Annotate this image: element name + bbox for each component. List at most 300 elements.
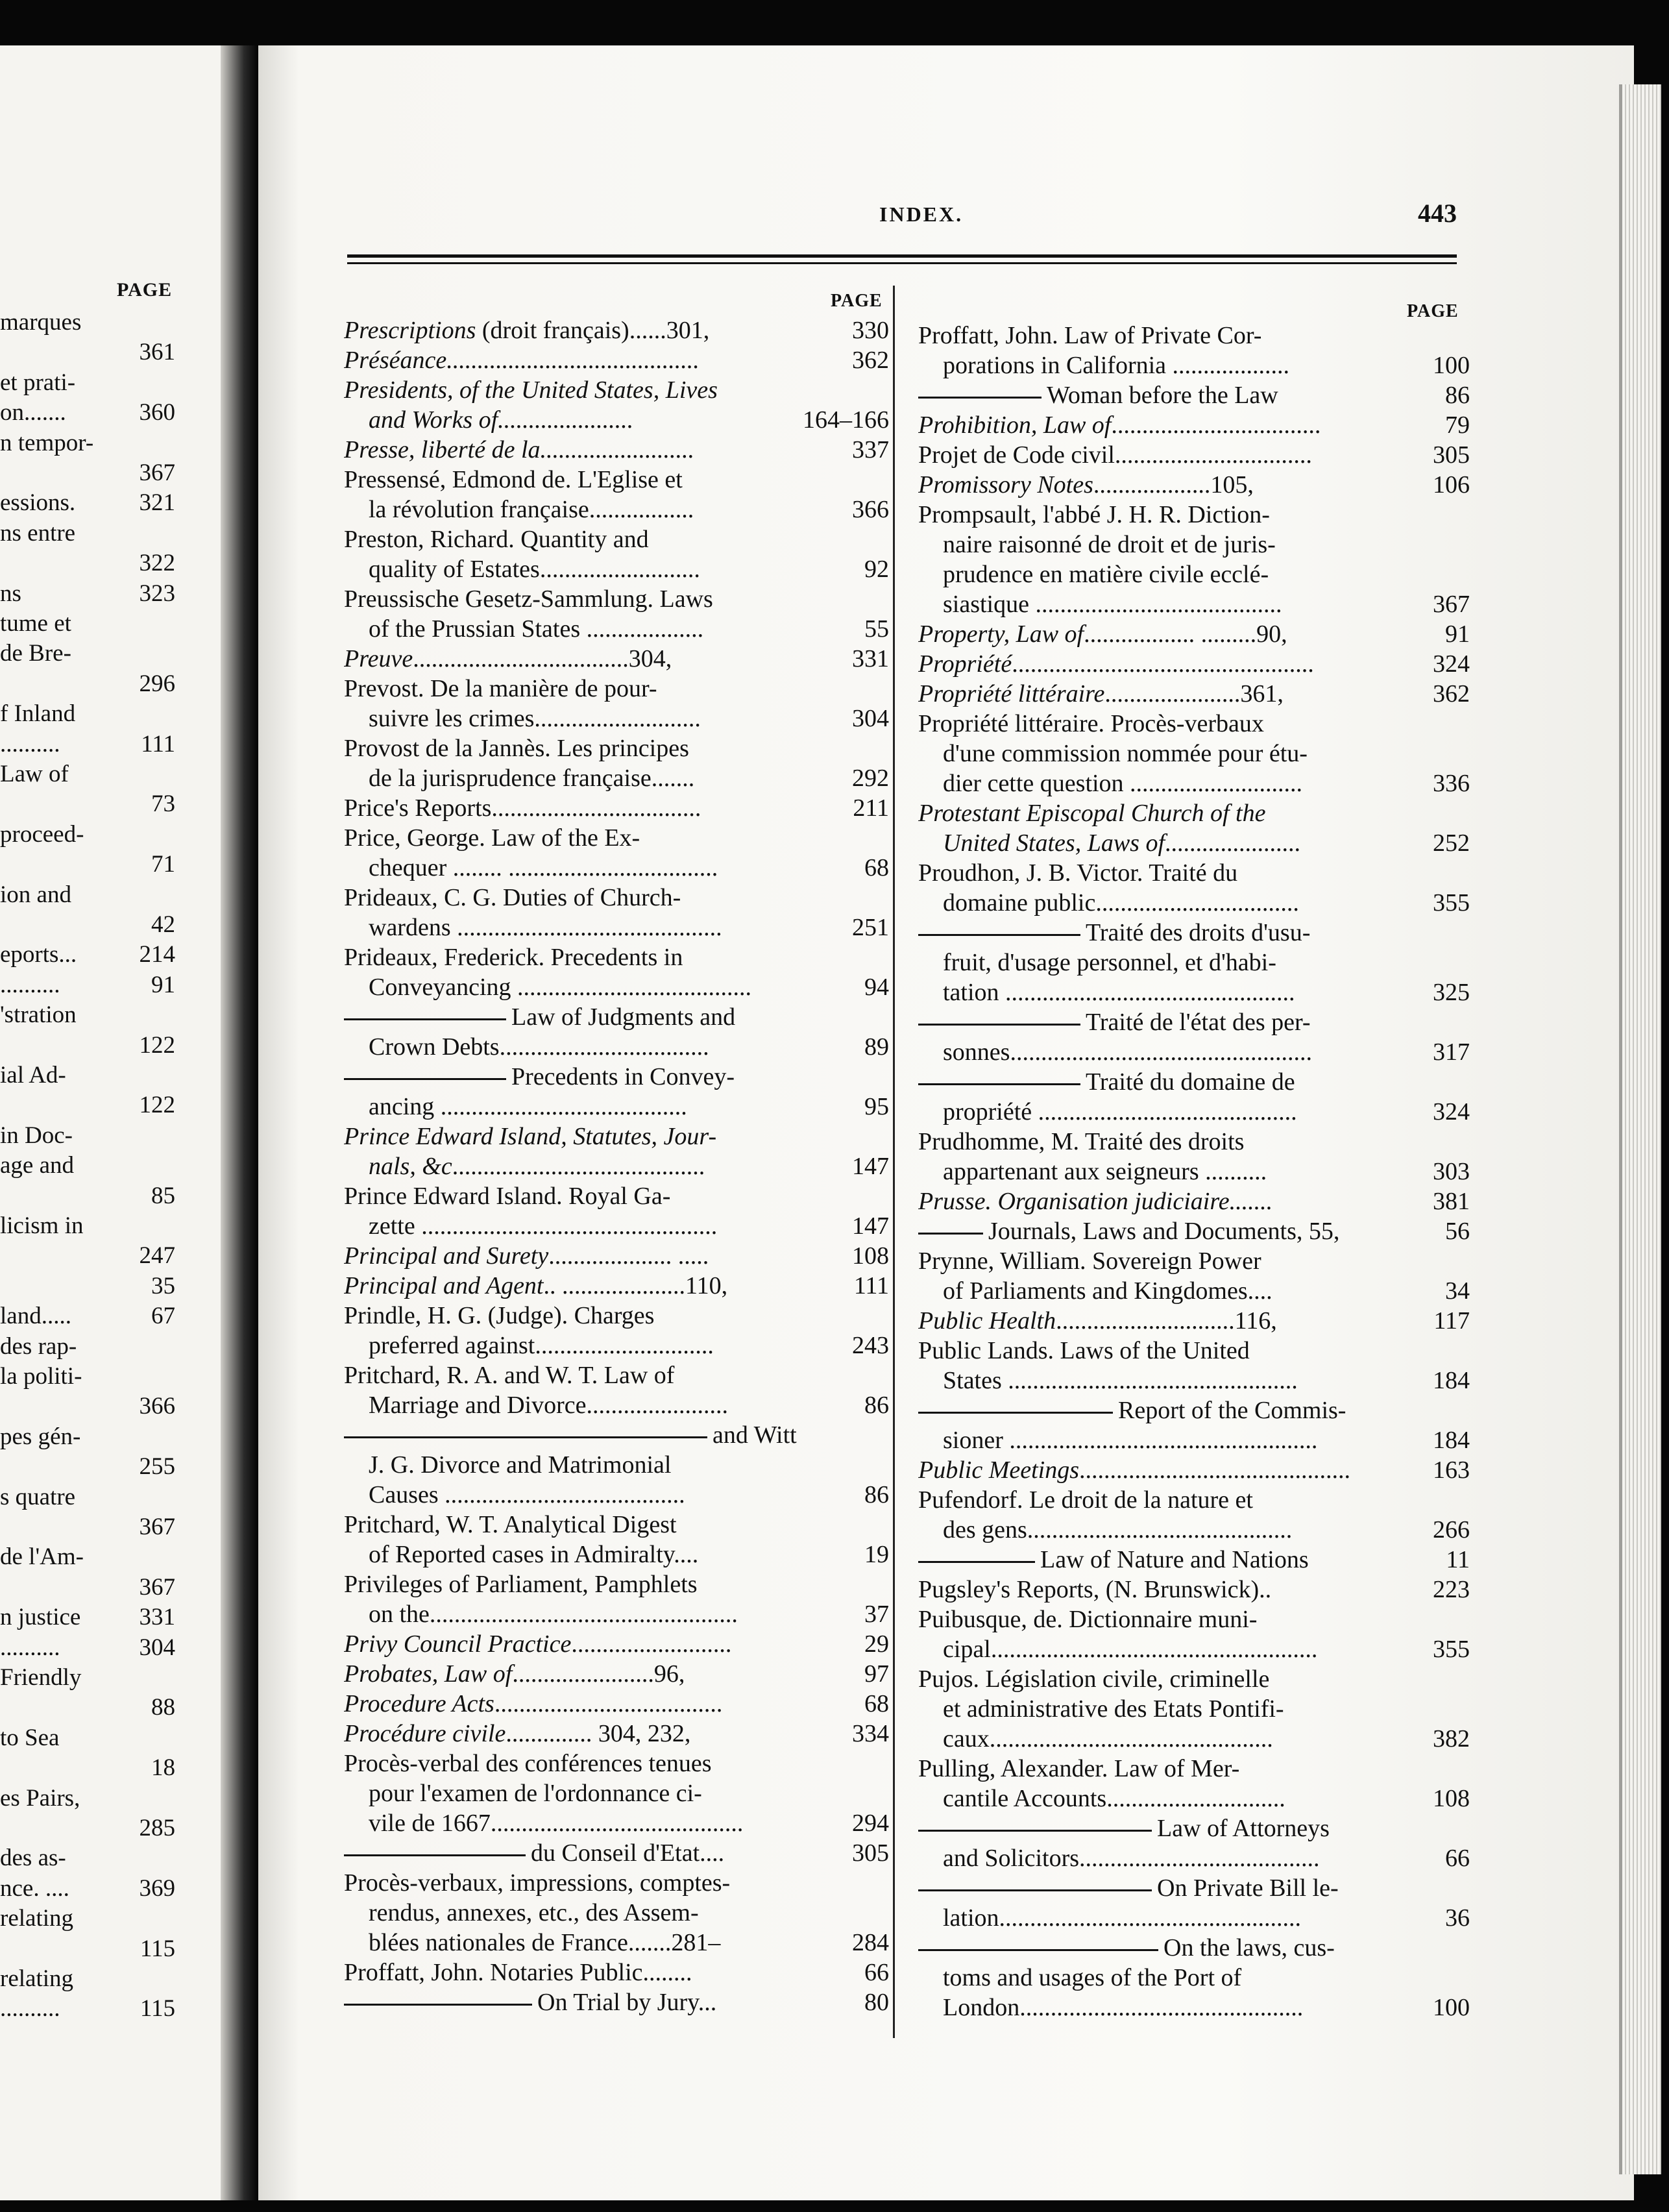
index-entry-page: 355 [1433, 1636, 1470, 1663]
index-entry [344, 1122, 889, 1151]
left-entry-text: des as- [0, 1845, 66, 1872]
index-entry-label: Procedure Acts..................................... [344, 1690, 723, 1717]
left-entry-text: s quatre [0, 1483, 76, 1510]
index-entry [918, 1843, 1470, 1873]
index-entry [344, 1898, 889, 1928]
index-entry [918, 1306, 1470, 1336]
ditto-dash [344, 1854, 526, 1856]
left-entry-page: 367 [139, 1573, 175, 1601]
left-entry-page: 88 [151, 1694, 175, 1721]
index-entry [344, 554, 889, 584]
index-entry-label: preferred against............................. [369, 1332, 714, 1359]
index-entry-text [344, 1868, 827, 1898]
index-entry-text [369, 1032, 827, 1062]
index-entry [918, 1903, 1470, 1933]
index-entry-page: 95 [864, 1093, 889, 1120]
left-entry-text: de Bre- [0, 640, 71, 667]
index-entry-page: 68 [864, 854, 889, 881]
index-entry [918, 619, 1470, 649]
index-entry-text [369, 1390, 827, 1420]
index-entry-text [344, 1271, 827, 1301]
index-entry [344, 942, 889, 972]
left-entry-page: 331 [139, 1604, 175, 1631]
index-entry-page: 117 [1433, 1307, 1470, 1334]
index-entry-text [344, 1987, 827, 2017]
left-entry-page: 35 [151, 1272, 175, 1299]
index-entry [918, 1485, 1470, 1515]
index-entry-label: Prideaux, Frederick. Precedents in [344, 944, 683, 971]
page-stack-edge [1622, 84, 1661, 2174]
left-entry-page: 122 [139, 1092, 175, 1119]
index-entry-page: 184 [1433, 1367, 1470, 1394]
index-entry [918, 1216, 1470, 1246]
index-entry-text [344, 315, 827, 345]
index-entry-page: 305 [852, 1839, 889, 1867]
index-entry [918, 739, 1470, 768]
index-entry-text [943, 1724, 1408, 1754]
index-entry [918, 1873, 1470, 1903]
left-entry-text: relating [0, 1905, 74, 1932]
index-entry-text [918, 1216, 1408, 1246]
index-entry-label: Law of Nature and Nations [1040, 1546, 1309, 1573]
index-entry-label: and Works of...................... [369, 406, 634, 434]
ditto-dash [918, 1561, 1035, 1563]
index-entry [918, 1455, 1470, 1485]
index-entry-text [344, 375, 827, 405]
index-entry-text [918, 1604, 1408, 1634]
left-entry-text: des rap- [0, 1333, 77, 1360]
left-entry-text: Friendly [0, 1664, 82, 1691]
left-entry-page: 115 [140, 1935, 175, 1962]
index-entry-text [369, 972, 827, 1002]
index-entry-label: Prusse. Organisation judiciaire....... [918, 1188, 1273, 1215]
left-entry-page: 360 [139, 399, 175, 426]
book-gutter [221, 45, 260, 2200]
index-entry-text [369, 1540, 827, 1569]
left-page-label: PAGE [117, 279, 173, 301]
index-entry-page: 251 [852, 914, 889, 941]
index-entry-page: 292 [852, 765, 889, 792]
index-entry-page: 294 [852, 1810, 889, 1837]
index-entry-label: la révolution française................. [369, 496, 694, 523]
index-entry-label: On Private Bill le- [1157, 1874, 1339, 1902]
index-entry-text [943, 1993, 1408, 2022]
index-entry-page: 68 [864, 1690, 889, 1717]
index-entry [918, 768, 1470, 798]
index-entry-text [369, 614, 827, 644]
index-entry-label: Pufendorf. Le droit de la nature et [918, 1486, 1253, 1514]
index-entry-label: chequer ........ .................................. [369, 854, 718, 881]
left-entry-page: 361 [139, 339, 175, 366]
left-entry-text: licism in [0, 1212, 84, 1239]
index-entry-label: appartenant aux seigneurs .......... [943, 1158, 1267, 1185]
index-entry-page: 362 [1433, 680, 1470, 707]
ditto-dash [918, 1830, 1152, 1832]
index-entry [344, 972, 889, 1002]
index-entry-page: 86 [1445, 382, 1470, 409]
index-entry-text [918, 619, 1408, 649]
index-entry-label: on the.................................................. [369, 1601, 738, 1628]
index-entry [918, 1784, 1470, 1813]
index-entry-page: 29 [864, 1630, 889, 1658]
index-entry-page: 381 [1433, 1188, 1470, 1215]
index-entry [918, 649, 1470, 679]
ditto-dash [918, 1949, 1158, 1951]
index-entry [344, 1599, 889, 1629]
index-entry-page: 362 [852, 347, 889, 374]
index-entry-label: de la jurisprudence française....... [369, 765, 695, 792]
index-entry-label: and Witt [713, 1421, 797, 1449]
left-entry-text: land..... [0, 1303, 71, 1330]
index-entry-page: 86 [864, 1481, 889, 1508]
index-entry-text [344, 1122, 827, 1151]
index-entry [918, 918, 1470, 948]
index-entry [344, 375, 889, 405]
index-entry [344, 1928, 889, 1958]
ditto-dash [918, 1233, 983, 1235]
index-entry-text [369, 1211, 827, 1241]
index-entry-label: Privy Council Practice.......................... [344, 1630, 732, 1658]
left-entry-text: n justice [0, 1604, 81, 1631]
index-entry-text [344, 1241, 827, 1271]
left-entry-text: relating [0, 1965, 74, 1992]
left-entry-page: 322 [139, 550, 175, 577]
index-entry-text [943, 977, 1408, 1007]
index-entry-text [943, 888, 1408, 918]
left-entry-page: 366 [139, 1393, 175, 1420]
index-entry-label: Pugsley's Reports, (N. Brunswick).. [918, 1576, 1272, 1603]
ditto-dash [918, 1024, 1080, 1026]
index-entry [918, 410, 1470, 440]
index-entry-label: Pritchard, R. A. and W. T. Law of [344, 1362, 675, 1389]
index-entry [344, 1778, 889, 1808]
index-entry [344, 1271, 889, 1301]
page-number: 443 [1418, 199, 1457, 228]
index-entry-label: Report of the Commis- [1118, 1397, 1346, 1424]
index-entry-text [344, 1689, 827, 1719]
index-column-1 [344, 315, 889, 2017]
left-entry-text: eports... [0, 941, 77, 968]
index-entry [918, 559, 1470, 589]
index-entry [344, 1062, 889, 1092]
index-entry-text [918, 1127, 1408, 1157]
index-entry [344, 1241, 889, 1271]
index-entry-label: tation ............................................... [943, 979, 1295, 1006]
index-entry-text [918, 1455, 1408, 1485]
index-entry [344, 644, 889, 674]
index-entry-label: Prince Edward Island, Statutes, Jour- [344, 1123, 717, 1150]
index-entry-text [943, 350, 1408, 380]
index-entry-text [943, 589, 1408, 619]
index-entry-label: Prohibition, Law of.................................. [918, 412, 1321, 439]
left-entry-page: 367 [139, 1514, 175, 1540]
index-entry-label: Law of Judgments and [511, 1003, 736, 1031]
left-entry-page: 367 [139, 460, 175, 486]
index-entry [344, 1032, 889, 1062]
index-entry [918, 798, 1470, 828]
ditto-dash [918, 1889, 1152, 1891]
index-entry-label: Provost de la Jannès. Les principes [344, 735, 689, 762]
index-entry-page: 223 [1433, 1576, 1470, 1603]
index-entry [344, 1987, 889, 2017]
left-entry-text: age and [0, 1152, 75, 1179]
left-entry-text: de l'Am- [0, 1543, 84, 1571]
left-entry-text: tume et [0, 610, 71, 637]
index-entry-label: Preuve...................................304, [344, 645, 672, 672]
index-entry-label: Privileges of Parliament, Pamphlets [344, 1571, 698, 1598]
index-entry [344, 435, 889, 465]
index-entry-text [918, 321, 1408, 350]
left-entry-page: 73 [151, 791, 175, 818]
index-entry [918, 1425, 1470, 1455]
index-entry-page: 79 [1445, 412, 1470, 439]
ditto-dash [918, 934, 1080, 936]
index-entry-page: 108 [1433, 1785, 1470, 1812]
index-entry [918, 1186, 1470, 1216]
left-entry-text: on....... [0, 399, 66, 426]
index-entry-label: suivre les crimes........................... [369, 705, 701, 732]
index-entry-page: 55 [864, 615, 889, 643]
index-entry-page: 305 [1433, 441, 1470, 469]
index-entry-text [344, 793, 827, 823]
index-entry-text [943, 1157, 1408, 1186]
index-entry-label: Protestant Episcopal Church of the [918, 800, 1266, 827]
index-entry-label: Promissory Notes...................105, [918, 471, 1254, 498]
index-entry-label: of Parliaments and Kingdomes.... [943, 1277, 1273, 1305]
index-entry [344, 1629, 889, 1659]
index-entry-label: Price, George. Law of the Ex- [344, 824, 640, 852]
left-entry-text: ns [0, 580, 21, 607]
index-entry-label: Traité de l'état des per- [1086, 1009, 1311, 1036]
index-entry-label: domaine public................................. [943, 889, 1299, 916]
index-entry-label: On Trial by Jury... [537, 1989, 717, 2016]
index-entry [918, 380, 1470, 410]
index-entry [918, 1276, 1470, 1306]
left-entry-page: 323 [139, 580, 175, 607]
index-entry-page: 355 [1433, 889, 1470, 916]
index-entry-text [369, 1151, 827, 1181]
index-entry-text [344, 1301, 827, 1331]
index-entry-label: cantile Accounts............................. [943, 1785, 1285, 1812]
index-entry-label: Proffatt, John. Notaries Public........ [344, 1959, 692, 1986]
left-entry-page: 285 [139, 1815, 175, 1841]
index-entry-label: Price's Reports.................................. [344, 794, 701, 822]
index-entry [344, 1808, 889, 1838]
index-entry [344, 1540, 889, 1569]
index-entry-page: 80 [864, 1989, 889, 2016]
left-entry-text: n tempor- [0, 429, 94, 456]
index-entry-text [369, 1092, 827, 1122]
index-entry-page: 243 [852, 1332, 889, 1359]
index-entry-label: Law of Attorneys [1157, 1815, 1330, 1842]
left-entry-page: 214 [139, 941, 175, 968]
index-entry-text [943, 1634, 1408, 1664]
index-entry-label: porations in California ................... [943, 352, 1290, 379]
index-entry-text [943, 1843, 1408, 1873]
index-entry-page: 147 [852, 1212, 889, 1240]
left-entry-page: 369 [139, 1874, 175, 1902]
index-entry-text [369, 1778, 827, 1808]
left-entry-text: to Sea [0, 1724, 60, 1751]
index-entry-page: 36 [1445, 1904, 1470, 1932]
index-entry-label: Precedents in Convey- [511, 1063, 735, 1090]
index-entry-page: 324 [1433, 650, 1470, 678]
index-entry-text [918, 1545, 1408, 1575]
index-entry [918, 888, 1470, 918]
index-entry-page: 252 [1433, 830, 1470, 857]
index-entry [344, 1480, 889, 1510]
index-entry-text [344, 524, 827, 554]
index-entry [344, 883, 889, 913]
index-entry-page: 37 [864, 1601, 889, 1628]
index-entry-text [344, 1569, 827, 1599]
index-entry [344, 1360, 889, 1390]
index-entry-page: 108 [852, 1242, 889, 1270]
left-entry-text: proceed- [0, 820, 84, 848]
index-entry [918, 1754, 1470, 1784]
index-entry-label: Journals, Laws and Documents, 55, [988, 1218, 1340, 1245]
index-entry-label: States ............................................... [943, 1367, 1298, 1394]
index-entry-label: ancing ........................................ [369, 1093, 687, 1120]
index-entry-label: Prudhomme, M. Traité des droits [918, 1128, 1245, 1155]
left-entry-text: marques [0, 309, 82, 336]
index-entry-text [344, 584, 827, 614]
index-entry [918, 1963, 1470, 1993]
index-entry-label: Prindle, H. G. (Judge). Charges [344, 1302, 655, 1329]
index-entry-label: rendus, annexes, etc., des Assem- [369, 1899, 699, 1926]
left-entry-text: et prati- [0, 369, 76, 396]
index-entry-label: toms and usages of the Port of [943, 1964, 1242, 1991]
index-entry-page: 66 [1445, 1845, 1470, 1872]
index-entry-text [918, 1336, 1408, 1366]
index-entry [344, 1569, 889, 1599]
index-entry-page: 92 [864, 556, 889, 583]
index-entry-page: 324 [1433, 1098, 1470, 1125]
index-entry [344, 1151, 889, 1181]
index-entry-text [344, 1002, 827, 1032]
index-entry-label: of the Prussian States ................... [369, 615, 704, 643]
index-entry-text [344, 883, 827, 913]
index-entry-text [369, 1480, 827, 1510]
index-entry-page: 266 [1433, 1516, 1470, 1543]
index-entry [918, 948, 1470, 977]
index-entry-label: sonnes................................................. [943, 1038, 1312, 1066]
index-entry-page: 94 [864, 974, 889, 1001]
index-entry-text [344, 465, 827, 495]
index-entry [344, 315, 889, 345]
index-entry-label: prudence en matière civile ecclé- [943, 561, 1269, 588]
index-entry [344, 1002, 889, 1032]
index-entry-page: 100 [1433, 1994, 1470, 2021]
running-head: INDEX. [879, 203, 964, 226]
index-entry-text [918, 1485, 1408, 1515]
index-entry-label: wardens ........................................... [369, 914, 722, 941]
index-entry [918, 470, 1470, 500]
index-entry-page: 284 [852, 1929, 889, 1956]
left-entry-text: la politi- [0, 1363, 82, 1390]
index-entry-text [943, 1366, 1408, 1395]
left-page-fragment [0, 45, 243, 2200]
index-entry-text [369, 853, 827, 883]
index-entry-page: 330 [852, 317, 889, 344]
left-entry-text: .......... [0, 730, 60, 757]
ditto-dash [344, 2004, 532, 2006]
left-entry-page: 67 [151, 1303, 175, 1330]
left-entry-page: 321 [139, 489, 175, 517]
index-entry-page: 211 [853, 794, 889, 822]
index-entry-page: 367 [1433, 591, 1470, 618]
index-entry-label: Prince Edward Island. Royal Ga- [344, 1183, 671, 1210]
left-entry-text: ial Ad- [0, 1062, 66, 1088]
left-entry-page: 111 [141, 730, 175, 757]
index-entry-text [918, 918, 1408, 948]
left-entry-text: 'stration [0, 1002, 77, 1029]
index-entry-text [344, 942, 827, 972]
index-entry-label: naire raisonné de droit et de juris- [943, 531, 1276, 558]
index-entry-label: Prynne, William. Sovereign Power [918, 1247, 1261, 1275]
index-entry-text [943, 1097, 1408, 1127]
ditto-dash [918, 397, 1042, 399]
left-entry-page: 71 [151, 851, 175, 878]
index-entry-text [369, 554, 827, 584]
index-entry-page: 66 [864, 1959, 889, 1986]
left-entry-text: Law of [0, 761, 69, 787]
left-entry-text: pes gén- [0, 1423, 81, 1450]
index-entry-text [918, 798, 1408, 828]
index-entry [344, 1420, 889, 1450]
column-divider [893, 286, 895, 2038]
index-entry-text [918, 1873, 1408, 1903]
index-entry [918, 1395, 1470, 1425]
index-entry-label: Projet de Code civil................................ [918, 441, 1312, 469]
index-entry-text [344, 1181, 827, 1211]
index-entry-label: Conveyancing ...................................... [369, 974, 752, 1001]
index-entry-text [344, 1062, 827, 1092]
index-entry-label: Marriage and Divorce....................... [369, 1392, 729, 1419]
index-entry-label: dier cette question ............................ [943, 770, 1303, 797]
index-entry-label: Principal and Surety.................... ..... [344, 1242, 709, 1270]
left-entry-text: ion and [0, 881, 71, 908]
index-entry [918, 1366, 1470, 1395]
index-entry-label: Preussische Gesetz-Sammlung. Laws [344, 585, 713, 613]
index-entry [344, 1092, 889, 1122]
left-entry-page: 304 [139, 1634, 175, 1661]
index-entry-page: 86 [864, 1392, 889, 1419]
index-entry [344, 584, 889, 614]
left-entry-text: .......... [0, 971, 60, 998]
index-entry-label: Traité du domaine de [1086, 1068, 1295, 1096]
index-entry-text [918, 1754, 1408, 1784]
ditto-dash [344, 1018, 506, 1020]
index-entry-label: Prescriptions (droit français)......301, [344, 317, 710, 344]
index-entry [344, 1211, 889, 1241]
index-entry-page: 382 [1433, 1725, 1470, 1752]
index-entry-text [918, 380, 1408, 410]
ditto-dash [344, 1078, 506, 1080]
index-entry-text [369, 1898, 827, 1928]
index-entry-text [943, 530, 1408, 559]
index-entry-label: Principal and Agent.. ....................110, [344, 1272, 728, 1299]
index-entry-text [918, 470, 1408, 500]
index-entry-label: pour l'examen de l'ordonnance ci- [369, 1780, 702, 1807]
index-entry-text [918, 1395, 1408, 1425]
index-entry [918, 1007, 1470, 1037]
index-entry-label: Presse, liberté de la......................... [344, 436, 695, 463]
index-entry-label: vile de 1667......................................... [369, 1810, 744, 1837]
index-entry-text [369, 913, 827, 942]
index-entry [344, 793, 889, 823]
index-entry [344, 614, 889, 644]
